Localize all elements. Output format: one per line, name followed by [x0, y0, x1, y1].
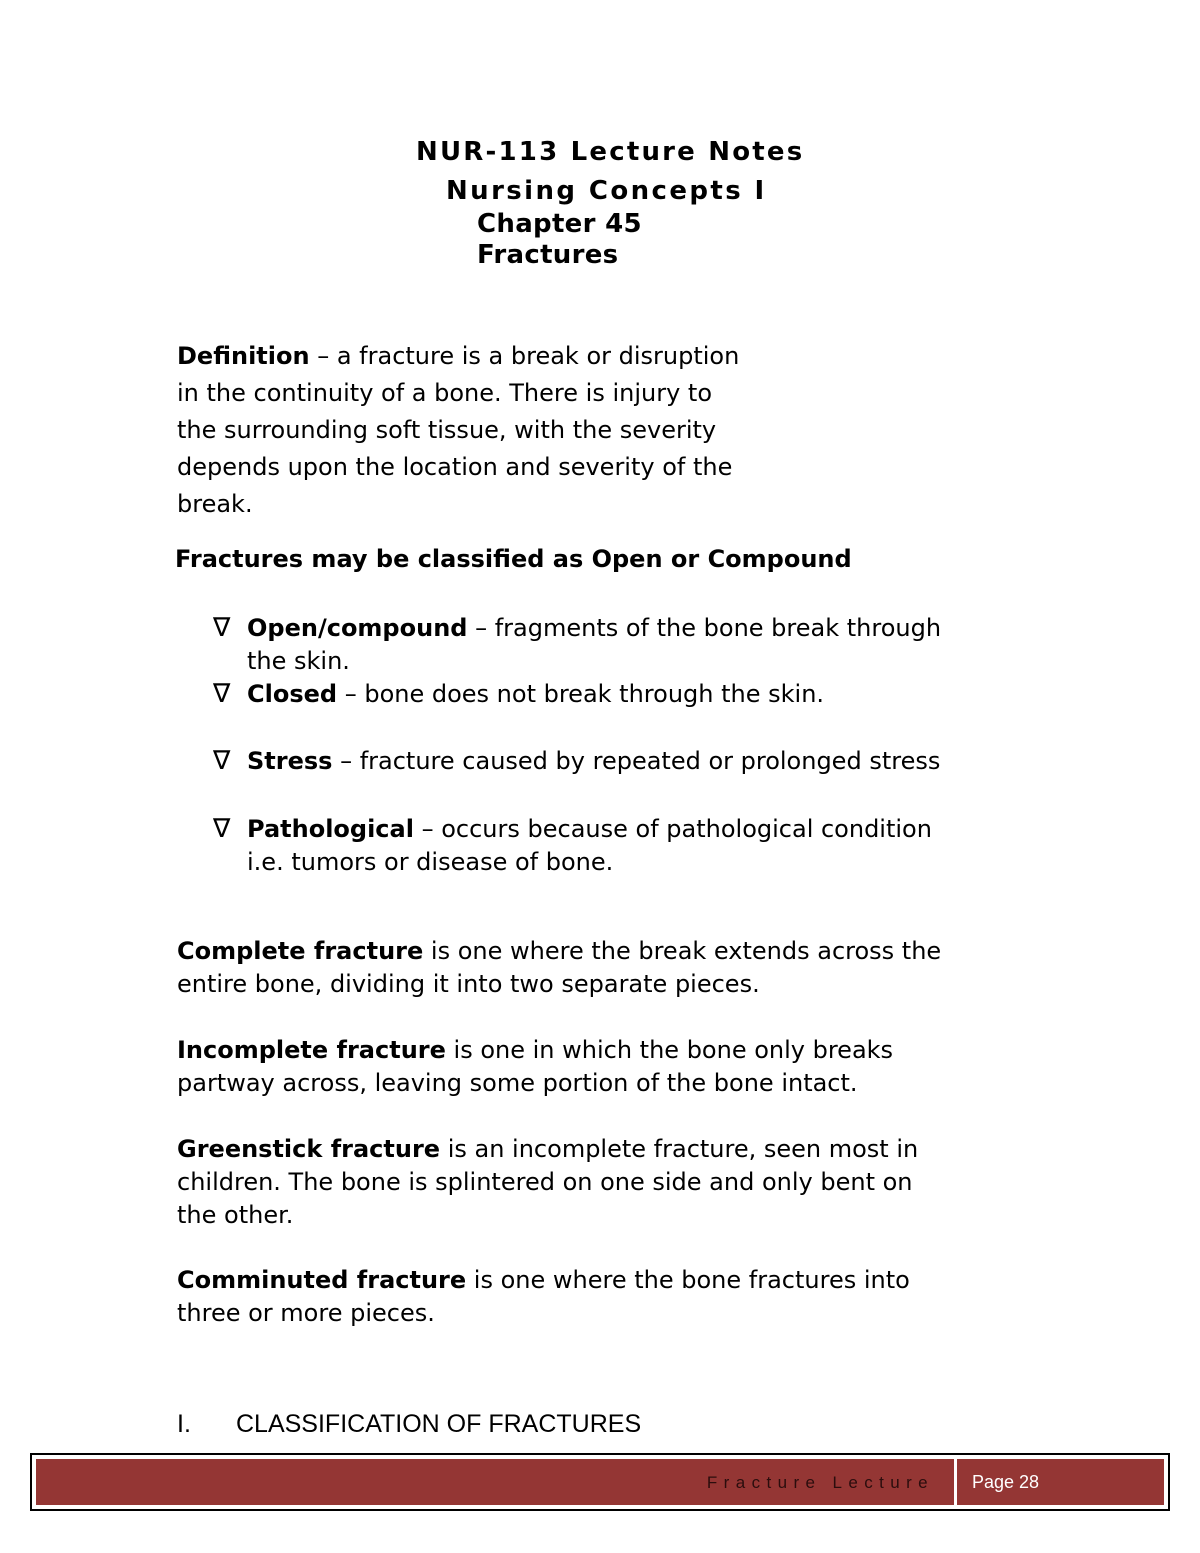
nabla-bullet-icon: ∇ [213, 746, 231, 776]
footer-label: Fracture Lecture [706, 1473, 934, 1492]
fracture-type-text: – fracture caused by repeated or prolonged stress [332, 747, 941, 775]
fracture-text: three or more pieces. [177, 1299, 435, 1327]
definition-text: the surrounding soft tissue, with the severity [177, 416, 717, 444]
nabla-bullet-icon: ∇ [213, 814, 231, 844]
classification-heading: Fractures may be classified as Open or Compound [175, 545, 852, 573]
fracture-text: is one where the break extends across the [423, 937, 942, 965]
nabla-bullet-icon: ∇ [213, 613, 231, 643]
complete-fracture-paragraph [177, 935, 941, 1001]
fracture-type-item [213, 813, 932, 879]
fracture-term: Incomplete fracture [177, 1036, 446, 1064]
fracture-type-term: Open/compound [247, 614, 468, 642]
fracture-type-term: Stress [247, 747, 333, 775]
definition-text: in the continuity of a bone. There is injury to [177, 379, 712, 407]
fracture-type-text: – occurs because of pathological condition [413, 815, 932, 843]
comminuted-fracture-paragraph [177, 1264, 910, 1330]
footer-divider [954, 1459, 957, 1505]
definition-text: break. [177, 490, 253, 518]
nabla-bullet-icon: ∇ [213, 679, 231, 709]
subject-title: Nursing Concepts I [446, 176, 767, 206]
fracture-term: Comminuted fracture [177, 1266, 467, 1294]
definition-term: Definition [177, 342, 310, 370]
fracture-term: Greenstick fracture [177, 1135, 441, 1163]
section-title: CLASSIFICATION OF FRACTURES [236, 1410, 642, 1438]
fracture-type-text: the skin. [247, 647, 350, 675]
definition-text: – a fracture is a break or disruption [309, 342, 740, 370]
definition-text: depends upon the location and severity of the [177, 453, 733, 481]
fracture-text: is an incomplete fracture, seen most in [440, 1135, 919, 1163]
topic-title: Fractures [477, 240, 619, 270]
fracture-type-item [213, 678, 824, 711]
section-number: I. [177, 1410, 191, 1438]
fracture-type-text: – bone does not break through the skin. [337, 680, 825, 708]
fracture-type-term: Pathological [247, 815, 414, 843]
greenstick-fracture-paragraph [177, 1133, 918, 1232]
incomplete-fracture-paragraph [177, 1034, 893, 1100]
fracture-term: Complete fracture [177, 937, 424, 965]
fracture-type-term: Closed [247, 680, 338, 708]
fracture-type-item [213, 745, 940, 778]
fracture-type-text: – fragments of the bone break through [467, 614, 942, 642]
course-title: NUR-113 Lecture Notes [416, 137, 805, 167]
fracture-text: partway across, leaving some portion of the bone intact. [177, 1069, 858, 1097]
fracture-text: children. The bone is splintered on one side and only bent on [177, 1168, 913, 1196]
section-heading [177, 1410, 641, 1439]
page-number: Page 28 [972, 1472, 1040, 1492]
definition-paragraph [177, 338, 739, 523]
fracture-type-text: i.e. tumors or disease of bone. [247, 848, 614, 876]
footer-band [36, 1459, 1164, 1505]
chapter-title: Chapter 45 [477, 209, 642, 239]
fracture-text: is one where the bone fractures into [466, 1266, 910, 1294]
fracture-text: the other. [177, 1201, 294, 1229]
fracture-type-item [213, 612, 941, 678]
fracture-text: is one in which the bone only breaks [445, 1036, 894, 1064]
page-footer [30, 1453, 1170, 1511]
fracture-text: entire bone, dividing it into two separate pieces. [177, 970, 760, 998]
